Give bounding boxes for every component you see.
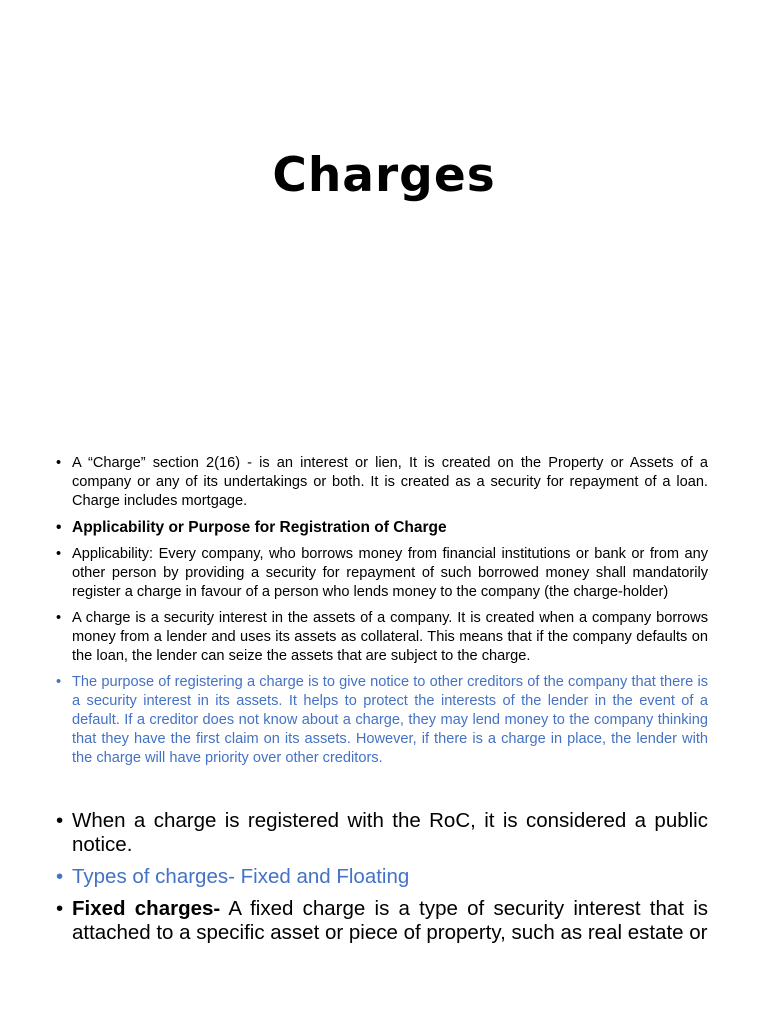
slide-title: Charges (272, 148, 496, 203)
bullet-dot-icon: • (56, 897, 64, 920)
list-item-text: A charge is a security interest in the assets of a company. It is created when a company borrows money from a lender and uses its assets as collateral. This means that if the company defaults on the loan, the lender can seize the assets that are subject to the charge. (72, 610, 708, 664)
bullet-dot-icon: • (56, 519, 62, 536)
definition-bullet-list (56, 454, 708, 768)
slide-body (56, 454, 708, 953)
list-item-text: A “Charge” section 2(16) - is an interest or lien, It is created on the Property or Assets of a company or any of its undertakings or both. It is created as a security for repayment of a loan. Charge includes mortgage. (72, 455, 708, 509)
list-item-text: Types of charges- Fixed and Floating (72, 865, 410, 888)
list-item-text: When a charge is registered with the RoC, it is considered a public notice. (72, 809, 708, 856)
list-item-applicability (56, 545, 708, 602)
list-item-text: Applicability or Purpose for Registration of Charge (72, 519, 447, 536)
list-item-text: The purpose of registering a charge is to give notice to other creditors of the company that there is a security interest in its assets. It helps to protect the interests of the lender in the event of a default. If a creditor does not know about a charge, they may lend money to the company thinking that they have the first claim on its assets. However, if there is a charge in place, the lender with the charge will have priority over other creditors. (72, 674, 708, 766)
list-item-fixed-charges (56, 897, 708, 945)
list-item-applicability-heading (56, 518, 708, 537)
list-item-security-interest (56, 609, 708, 666)
list-item-text: Applicability: Every company, who borrows money from financial institutions or bank or from any other person by providing a security for repayment of such borrowed money shall mandatorily register a charge in favour of a person who lends money to the company (the charge-holder) (72, 546, 708, 600)
list-item-lead: Fixed charges- (72, 897, 221, 920)
list-item-text: A fixed charge is a type of security interest that is attached to a specific asset or piece of property, such as real estate or (72, 897, 708, 944)
bullet-dot-icon: • (56, 610, 62, 626)
list-item-registration-purpose (56, 673, 708, 768)
list-item-public-notice (56, 809, 708, 857)
bullet-dot-icon: • (56, 455, 62, 471)
bullet-dot-icon: • (56, 546, 62, 562)
bullet-dot-icon: • (56, 865, 64, 888)
list-item-types-of-charges (56, 865, 708, 889)
bullet-dot-icon: • (56, 809, 64, 832)
list-item-charge-definition (56, 454, 708, 511)
bullet-dot-icon: • (56, 674, 62, 690)
types-bullet-list (56, 809, 708, 945)
